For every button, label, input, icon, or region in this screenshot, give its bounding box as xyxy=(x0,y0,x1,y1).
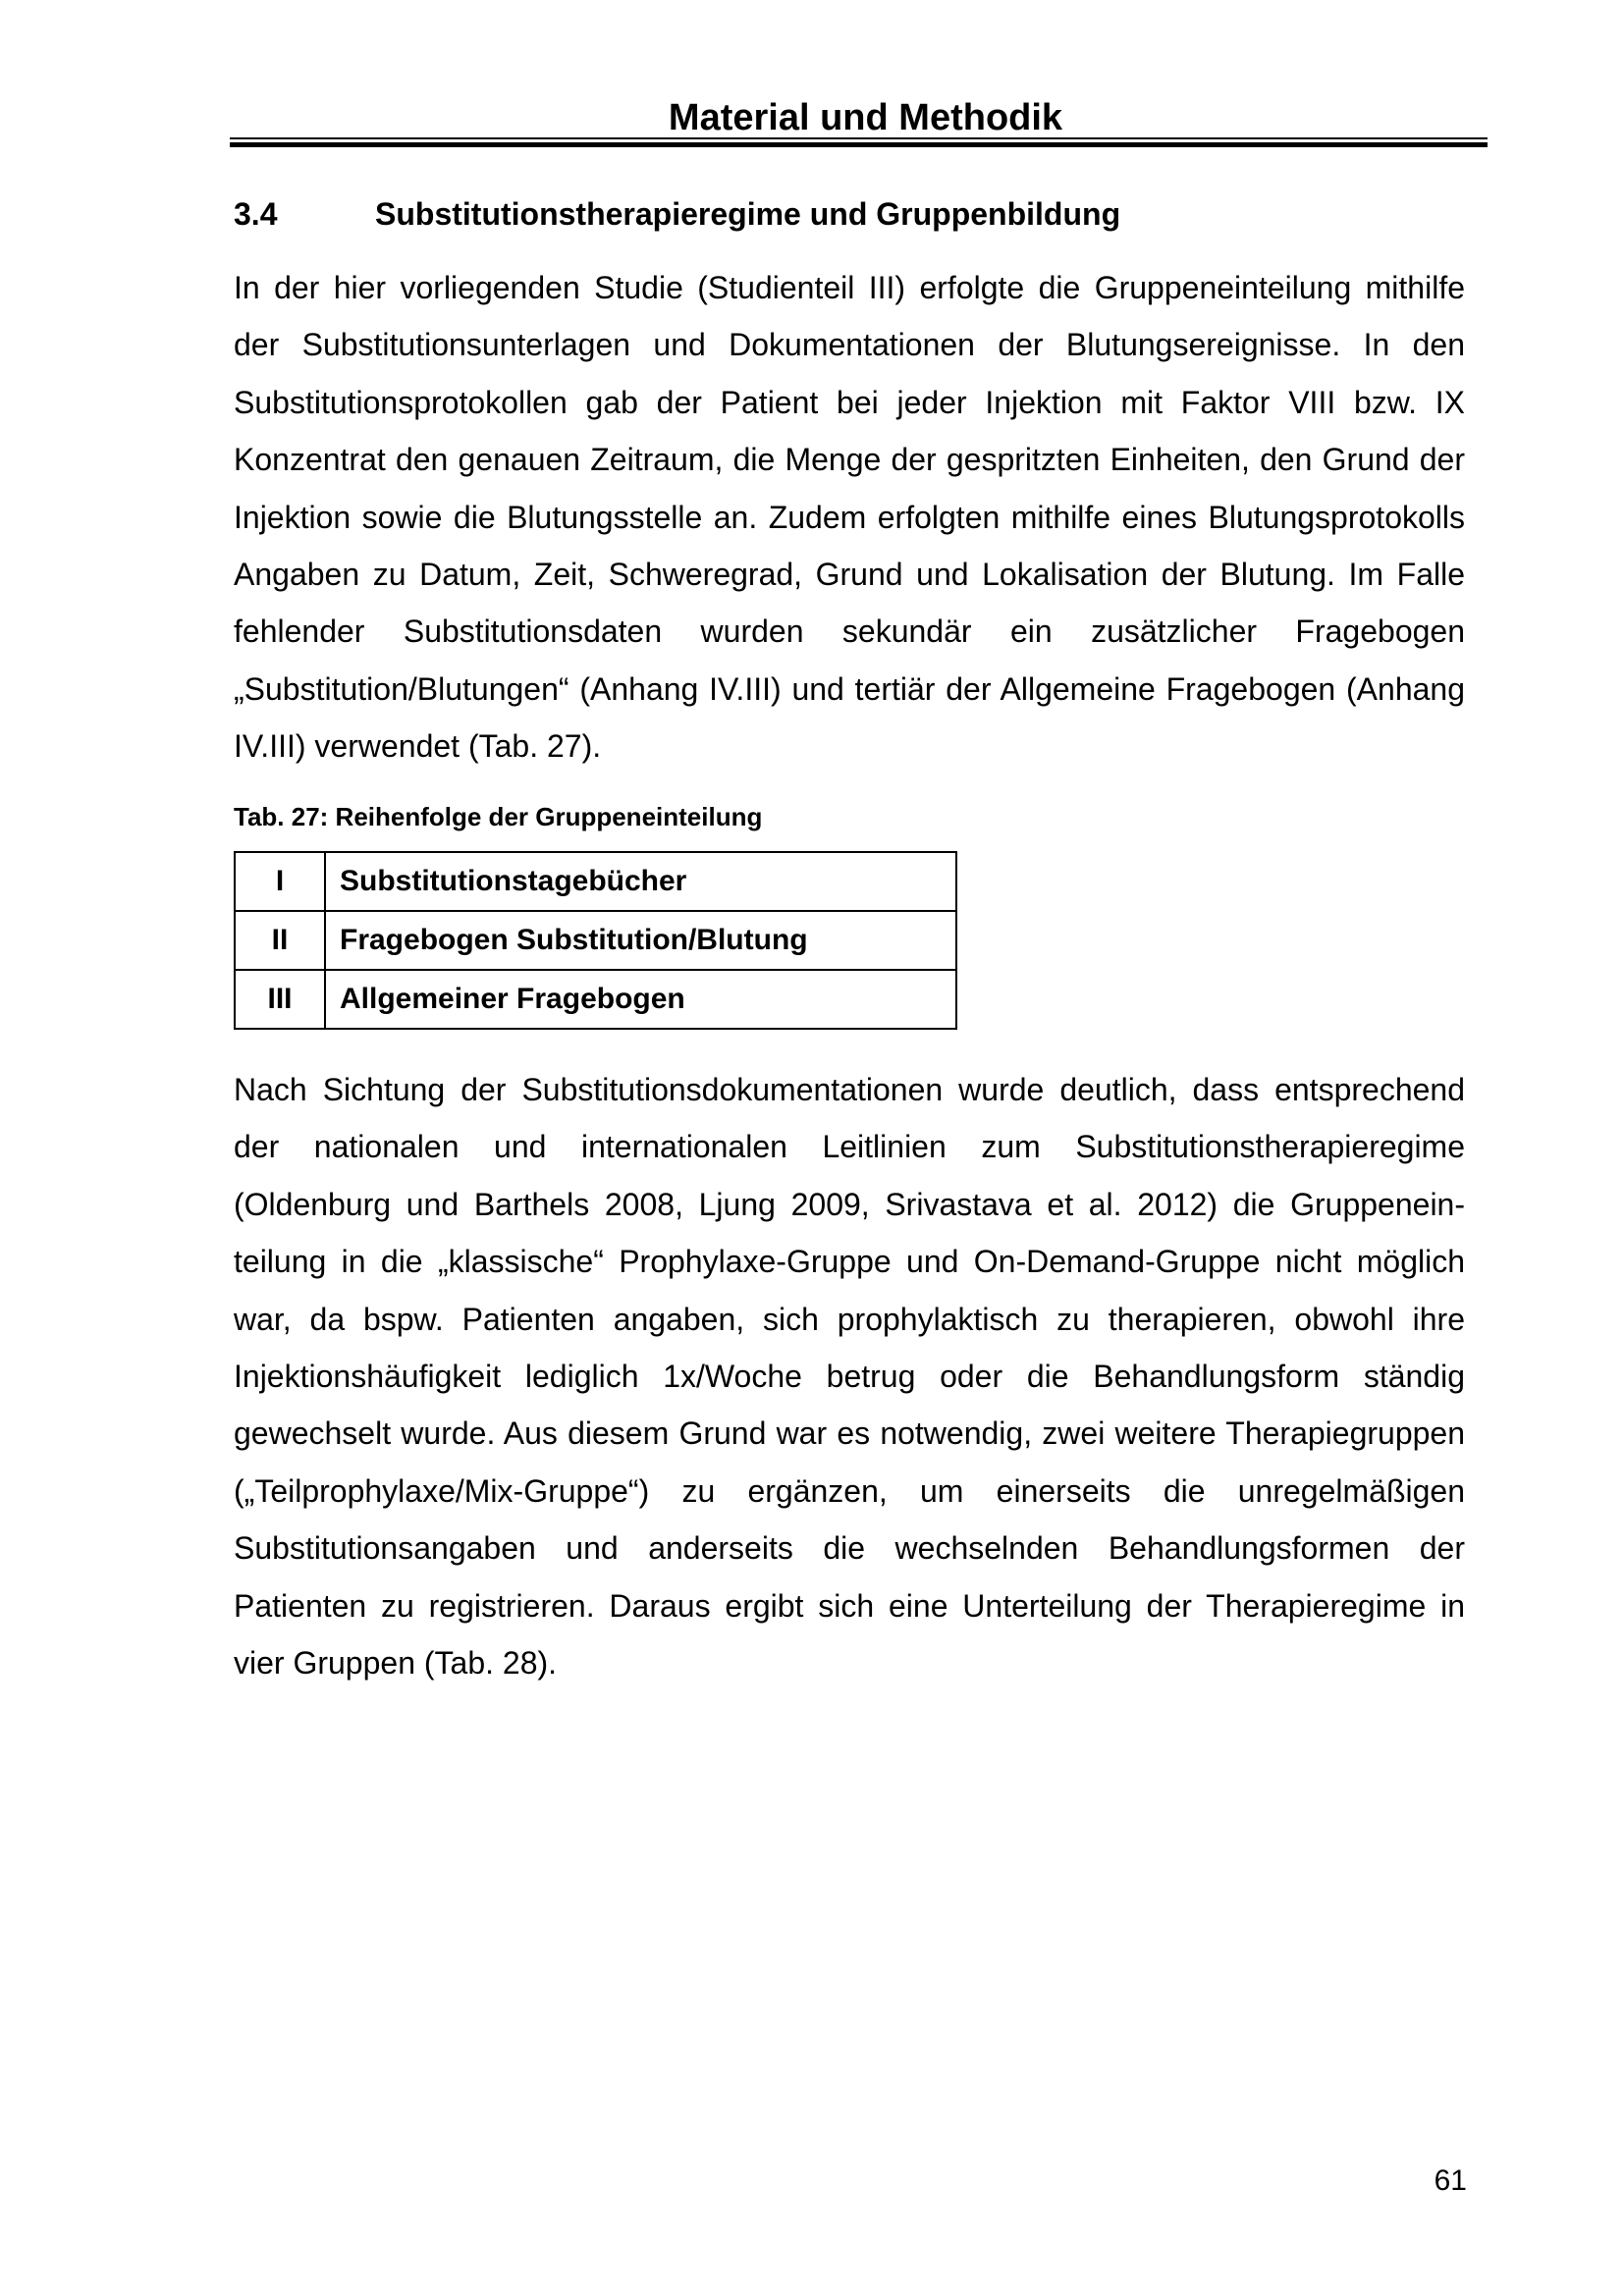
header-rule-thin xyxy=(230,137,1488,139)
section-heading xyxy=(234,192,1471,236)
page-header xyxy=(230,88,1488,147)
table-caption: Tab. 27: Reihenfolge der Gruppeneinteilung xyxy=(234,802,763,831)
table-cell-group: II xyxy=(235,911,325,970)
group-order-table xyxy=(234,851,957,1030)
table-cell-source: Allgemeiner Fragebogen xyxy=(325,970,956,1029)
table-row xyxy=(235,911,956,970)
header-title: Material und Methodik xyxy=(668,97,1063,138)
section-title: Substitutionstherapieregime und Gruppenbildung xyxy=(375,196,1121,232)
table-cell-source: Fragebogen Substitution/Blutung xyxy=(325,911,956,970)
table-cell-group: III xyxy=(235,970,325,1029)
table-cell-source: Substitutionstagebücher xyxy=(325,852,956,911)
header-rule-thick xyxy=(230,142,1488,147)
table-cell-group: I xyxy=(235,852,325,911)
table-row xyxy=(235,970,956,1029)
page-number: 61 xyxy=(1434,2164,1467,2197)
section-number: 3.4 xyxy=(234,196,278,232)
paragraph-intro: In der hier vorliegenden Studie (Studienteil III) erfolgte die Gruppeneinteilung mithilfe der Substitutionsunterlagen und Dokumentationen der Blutungsereignisse. In den Substitutionsprotokollen gab der Patient bei jeder Injektion mit Faktor VIII bzw. IX Konzentrat den genauen Zeitraum, die Menge der gespritzten Einheiten, den Grund der Injektion sowie die Blutungsstelle an. Zudem erfolgten mithilfe eines Blutungsprotokolls Angaben zu Datum, Zeit, Schweregrad, Grund und Lokalisation der Blutung. Im Falle fehlender Substitutionsdaten wurden sekundär ein zusätzlicher Fragebogen „Substitution/Blutungen“ (Anhang IV.III) und tertiär der Allgemeine Fragebogen (Anhang IV.III) verwendet (Tab. 27). xyxy=(234,270,1465,765)
paragraph-groups: Nach Sichtung der Substitutionsdokumentationen wurde deutlich, dass entsprechend der nationalen und internationalen Leitlinien zum Substitutionstherapieregime (Oldenburg und Barthels 2008, Ljung 2009, Srivastava et al. 2012) die Gruppeneinteilung in die „klassische“ Prophylaxe-Gruppe und On-Demand-Gruppe nicht möglich war, da bspw. Patienten angaben, sich prophylaktisch zu therapieren, obwohl ihre Injektionshäufigkeit lediglich 1x/Woche betrug oder die Behandlungsform ständig gewechselt wurde. Aus diesem Grund war es notwendig, zwei weitere Therapiegruppen („Teilprophylaxe/Mix-Gruppe“) zu ergänzen, um einerseits die unregelmäßigen Substitutionsangaben und anderseits die wechselnden Behandlungsformen der Patienten zu registrieren. Daraus ergibt sich eine Unterteilung der Therapieregime in vier Gruppen (Tab. 28). xyxy=(234,1072,1465,1682)
table-row xyxy=(235,852,956,911)
